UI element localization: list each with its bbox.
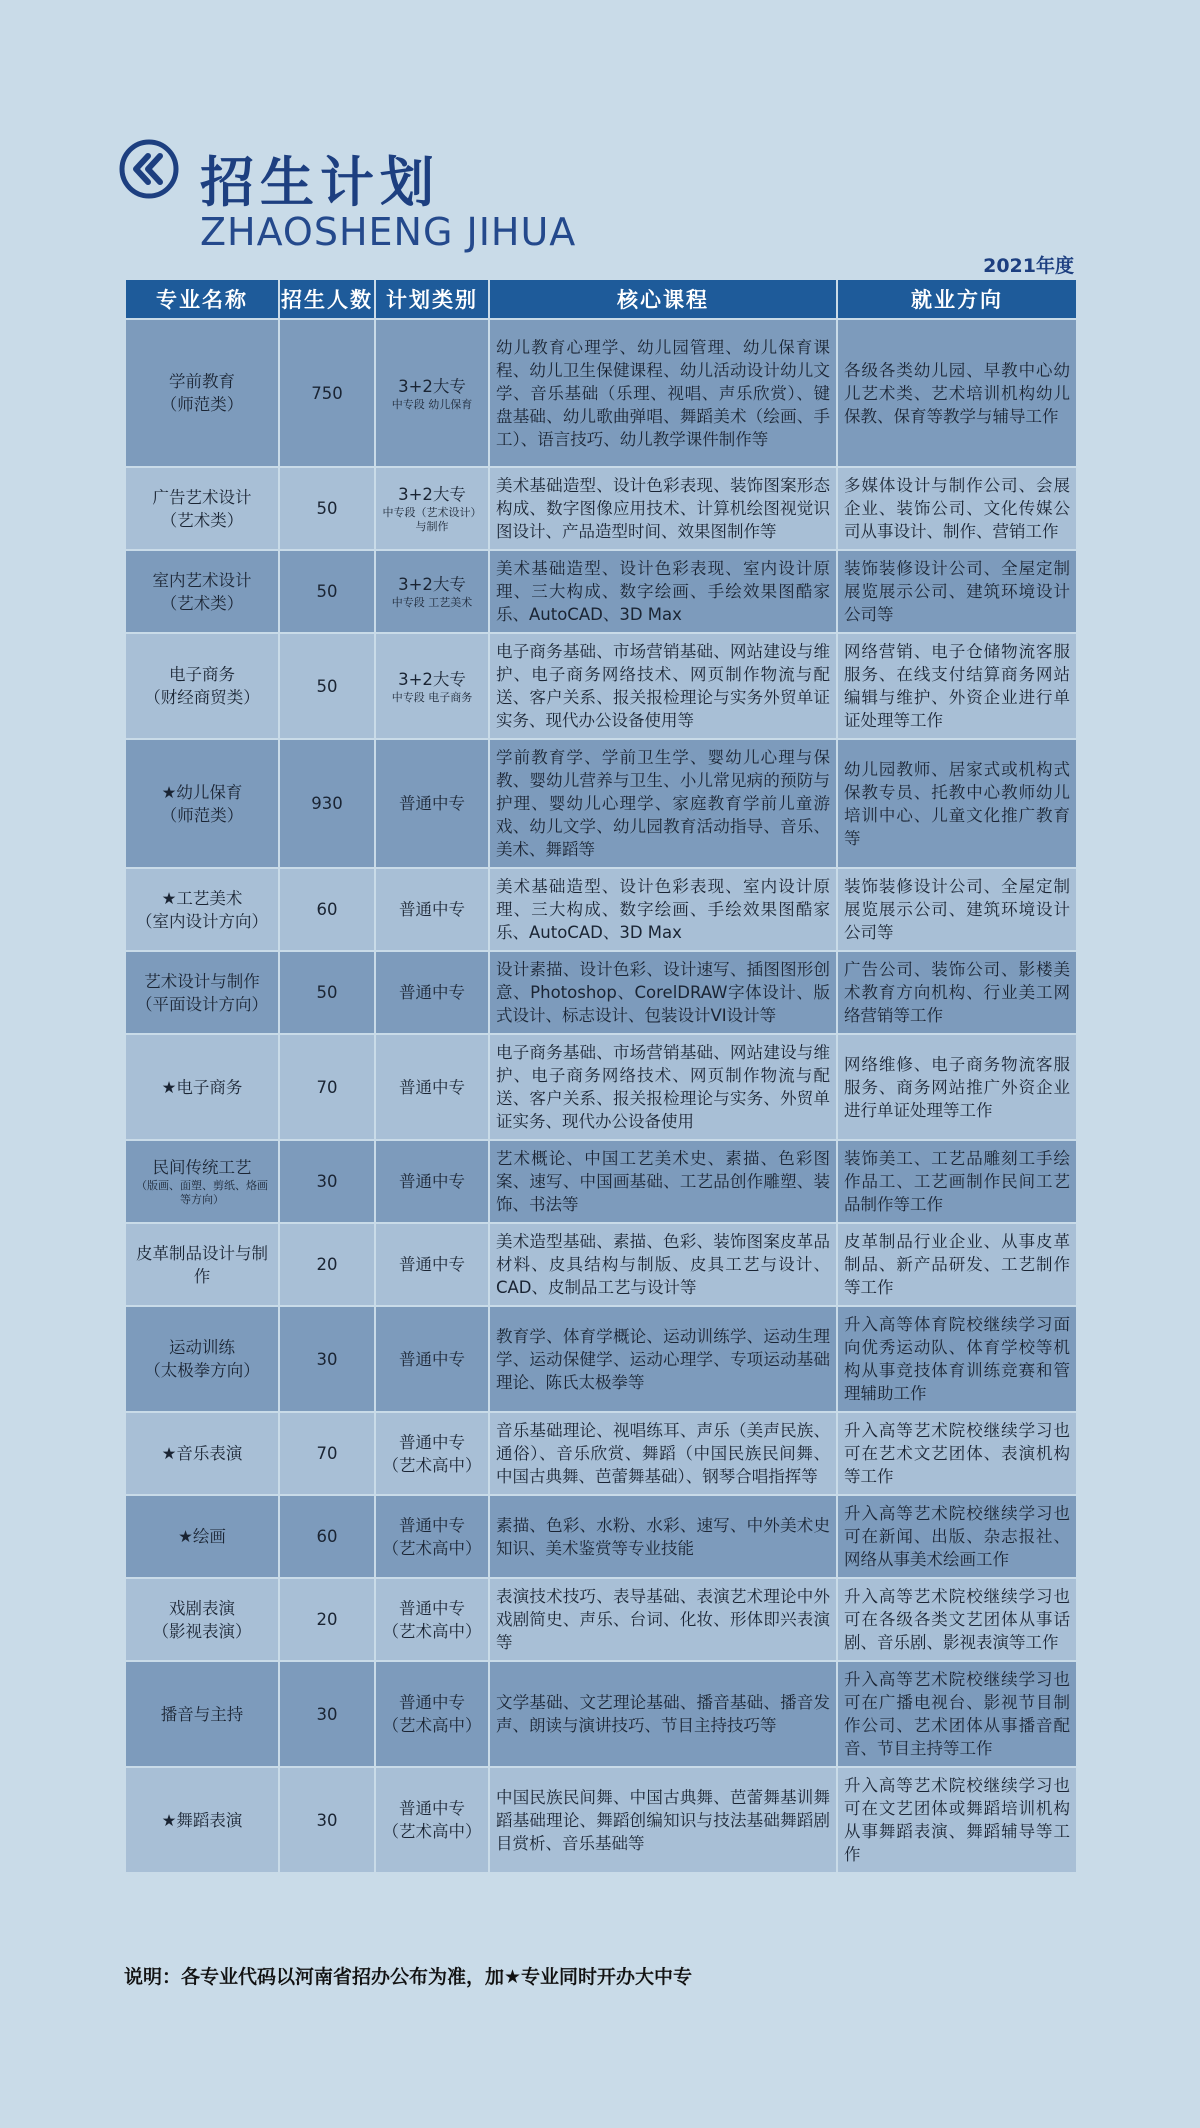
plan-category-cell (375, 1412, 489, 1495)
plan-category-sub: （艺术高中） (382, 1621, 482, 1641)
enrollment-count: 750 (279, 319, 375, 467)
major-name: 电子商务 (169, 665, 235, 684)
plan-category-sub: （艺术高中） (382, 1538, 482, 1558)
major-name: ★绘画 (178, 1527, 226, 1546)
major-cell (125, 633, 279, 739)
plan-category-cell (375, 319, 489, 467)
major-name: 室内艺术设计 (152, 570, 252, 590)
plan-category-cell (375, 467, 489, 550)
plan-category: 普通中专 (399, 1799, 465, 1818)
plan-category-cell (375, 1661, 489, 1767)
core-courses: 美术造型基础、素描、色彩、装饰图案皮革品材料、皮具结构与制版、皮具工艺与设计、CAD、皮制品工艺与设计等 (489, 1223, 837, 1306)
major-note: （版画、面塑、剪纸、烙画等方向） (136, 1179, 268, 1206)
core-courses: 学前教育学、学前卫生学、婴幼儿心理与保教、婴幼儿营养与卫生、小儿常见病的预防与护理、婴幼儿心理学、家庭教育学前儿童游戏、幼儿文学、幼儿园教育活动指导、音乐、美术、舞蹈等 (489, 739, 837, 868)
enrollment-count: 30 (279, 1661, 375, 1767)
enrollment-count: 70 (279, 1034, 375, 1140)
major-cell (125, 1412, 279, 1495)
plan-category-sub: （艺术高中） (382, 1822, 482, 1841)
major-cell (125, 1767, 279, 1873)
plan-category-sub: （艺术高中） (382, 1716, 482, 1735)
major-name: 戏剧表演 (169, 1598, 235, 1618)
plan-category-cell (375, 550, 489, 633)
career-direction: 网络营销、电子仓储物流客服服务、在线支付结算商务网站编辑与维护、外资企业进行单证处理等工作 (837, 633, 1077, 739)
core-courses: 美术基础造型、设计色彩表现、装饰图案形态构成、数字图像应用技术、计算机绘图视觉识图设计、产品造型时间、效果图制作等 (489, 467, 837, 550)
major-name: 艺术设计与制作 (144, 971, 260, 991)
table-row (125, 1223, 1077, 1306)
plan-category: 3+2大专 (398, 669, 466, 689)
major-cell (125, 739, 279, 868)
plan-category-cell (375, 868, 489, 951)
table-row (125, 1034, 1077, 1140)
major-cell (125, 550, 279, 633)
plan-category: 普通中专 (399, 1515, 465, 1535)
major-cell (125, 1495, 279, 1578)
major-cell (125, 1140, 279, 1223)
col-header-courses: 核心课程 (489, 279, 837, 319)
plan-category-sub: （艺术高中） (382, 1455, 482, 1475)
plan-category: 3+2大专 (398, 575, 466, 594)
plan-category: 3+2大专 (398, 485, 466, 504)
enrollment-count: 30 (279, 1306, 375, 1412)
career-direction: 升入高等艺术院校继续学习也可在新闻、出版、杂志报社、网络从事美术绘画工作 (837, 1495, 1077, 1578)
enrollment-count: 930 (279, 739, 375, 868)
career-direction: 升入高等艺术院校继续学习也可在文艺团体或舞蹈培训机构从事舞蹈表演、舞蹈辅导等工作 (837, 1767, 1077, 1873)
plan-category: 普通中专 (399, 1693, 465, 1712)
major-subtitle: （财经商贸类） (144, 688, 260, 707)
table-row (125, 1578, 1077, 1661)
core-courses: 电子商务基础、市场营销基础、网站建设与维护、电子商务网络技术、网页制作物流与配送、客户关系、报关报检理论与实务、外贸单证实务、现代办公设备使用 (489, 1034, 837, 1140)
plan-category-cell (375, 1578, 489, 1661)
core-courses: 电子商务基础、市场营销基础、网站建设与维护、电子商务网络技术、网页制作物流与配送、客户关系、报关报检理论与实务外贸单证实务、现代办公设备使用等 (489, 633, 837, 739)
enrollment-count: 50 (279, 633, 375, 739)
table-row (125, 739, 1077, 868)
career-direction: 升入高等艺术院校继续学习也可在广播电视台、影视节目制作公司、艺术团体从事播音配音、节目主持等工作 (837, 1661, 1077, 1767)
major-cell (125, 951, 279, 1034)
table-row (125, 1495, 1077, 1578)
major-cell (125, 319, 279, 467)
plan-category: 普通中专 (399, 1172, 465, 1191)
core-courses: 音乐基础理论、视唱练耳、声乐（美声民族、通俗）、音乐欣赏、舞蹈（中国民族民间舞、中国古典舞、芭蕾舞基础）、钢琴合唱指挥等 (489, 1412, 837, 1495)
plan-category: 普通中专 (399, 1432, 465, 1452)
major-subtitle: （平面设计方向） (136, 994, 268, 1014)
major-name: ★音乐表演 (161, 1444, 243, 1463)
core-courses: 美术基础造型、设计色彩表现、室内设计原理、三大构成、数字绘画、手绘效果图酷家乐、AutoCAD、3D Max (489, 550, 837, 633)
core-courses: 中国民族民间舞、中国古典舞、芭蕾舞基训舞蹈基础理论、舞蹈创编知识与技法基础舞蹈剧目赏析、音乐基础等 (489, 1767, 837, 1873)
major-cell (125, 868, 279, 951)
major-name: 学前教育 (169, 372, 235, 391)
enrollment-plan-table (124, 278, 1078, 1874)
major-cell (125, 1578, 279, 1661)
page-title: 招生计划 (200, 151, 440, 214)
table-header-row (125, 279, 1077, 319)
plan-category-sub: 中专段 电子商务 (391, 690, 473, 704)
plan-category: 普通中专 (399, 900, 465, 919)
plan-category: 普通中专 (399, 983, 465, 1002)
major-name: ★工艺美术 (161, 888, 243, 908)
major-cell (125, 1034, 279, 1140)
plan-category-cell (375, 1223, 489, 1306)
major-subtitle: （艺术类） (160, 593, 244, 613)
col-header-count: 招生人数 (279, 279, 375, 319)
enrollment-count: 30 (279, 1140, 375, 1223)
core-courses: 表演技术技巧、表导基础、表演艺术理论中外戏剧简史、声乐、台词、化妆、形体即兴表演等 (489, 1578, 837, 1661)
plan-category-sub: 中专段 工艺美术 (391, 596, 473, 609)
enrollment-count: 50 (279, 467, 375, 550)
enrollment-count: 30 (279, 1767, 375, 1873)
career-direction: 各级各类幼儿园、早教中心幼儿艺术类、艺术培训机构幼儿保教、保育等教学与辅导工作 (837, 319, 1077, 467)
major-subtitle: （师范类） (160, 395, 244, 414)
major-name: ★幼儿保育 (161, 782, 243, 802)
enrollment-count: 50 (279, 951, 375, 1034)
major-name: 运动训练 (169, 1338, 235, 1357)
page-title-pinyin: ZHAOSHENG JIHUA (200, 210, 577, 254)
plan-category: 普通中专 (399, 1349, 465, 1369)
plan-category-cell (375, 1495, 489, 1578)
career-direction: 幼儿园教师、居家式或机构式保教专员、托教中心教师幼儿培训中心、儿童文化推广教育等 (837, 739, 1077, 868)
major-cell (125, 467, 279, 550)
year-label: 2021年度 (983, 255, 1074, 277)
enrollment-count: 60 (279, 1495, 375, 1578)
major-name: 播音与主持 (160, 1704, 244, 1724)
table-row (125, 951, 1077, 1034)
major-subtitle: （师范类） (160, 805, 244, 825)
career-direction: 装饰美工、工艺品雕刻工手绘作品工、工艺画制作民间工艺品制作等工作 (837, 1140, 1077, 1223)
major-name: 民间传统工艺 (152, 1158, 252, 1177)
table-row (125, 1306, 1077, 1412)
core-courses: 设计素描、设计色彩、设计速写、插图图形创意、Photoshop、CorelDRAW字体设计、版式设计、标志设计、包装设计VI设计等 (489, 951, 837, 1034)
major-subtitle: （室内设计方向） (136, 911, 268, 931)
enrollment-count: 50 (279, 550, 375, 633)
footnote: 说明：各专业代码以河南省招办公布为准，加★专业同时开办大中专 (124, 1966, 693, 1988)
plan-category-cell (375, 1140, 489, 1223)
plan-category: 普通中专 (399, 1255, 465, 1274)
core-courses: 艺术概论、中国工艺美术史、素描、色彩图案、速写、中国画基础、工艺品创作雕塑、装饰、书法等 (489, 1140, 837, 1223)
plan-category: 普通中专 (399, 794, 465, 813)
career-direction: 皮革制品行业企业、从事皮革制品、新产品研发、工艺制作等工作 (837, 1223, 1077, 1306)
major-name: ★舞蹈表演 (161, 1810, 243, 1830)
career-direction: 升入高等艺术院校继续学习也可在各级各类文艺团体从事话剧、音乐剧、影视表演等工作 (837, 1578, 1077, 1661)
core-courses: 文学基础、文艺理论基础、播音基础、播音发声、朗读与演讲技巧、节目主持技巧等 (489, 1661, 837, 1767)
plan-category-sub: 中专段（艺术设计）与制作 (382, 506, 482, 533)
plan-category-cell (375, 1034, 489, 1140)
table-row (125, 319, 1077, 467)
table-row (125, 1140, 1077, 1223)
col-header-major: 专业名称 (125, 279, 279, 319)
plan-category: 普通中专 (399, 1077, 465, 1097)
table-row (125, 868, 1077, 951)
core-courses: 教育学、体育学概论、运动训练学、运动生理学、运动保健学、运动心理学、专项运动基础理论、陈氏太极拳等 (489, 1306, 837, 1412)
col-header-category: 计划类别 (375, 279, 489, 319)
major-name: 广告艺术设计 (152, 487, 252, 507)
enrollment-count: 70 (279, 1412, 375, 1495)
plan-category: 3+2大专 (398, 376, 466, 396)
career-direction: 装饰装修设计公司、全屋定制展览展示公司、建筑环境设计公司等 (837, 550, 1077, 633)
table-row (125, 1767, 1077, 1873)
plan-category-cell (375, 633, 489, 739)
plan-category-cell (375, 951, 489, 1034)
major-cell (125, 1223, 279, 1306)
table-row (125, 550, 1077, 633)
table-row (125, 633, 1077, 739)
core-courses: 素描、色彩、水粉、水彩、速写、中外美术史知识、美术鉴赏等专业技能 (489, 1495, 837, 1578)
plan-category-cell (375, 1767, 489, 1873)
major-cell (125, 1661, 279, 1767)
plan-category-cell (375, 739, 489, 868)
career-direction: 装饰装修设计公司、全屋定制展览展示公司、建筑环境设计公司等 (837, 868, 1077, 951)
table-row (125, 467, 1077, 550)
enrollment-count: 60 (279, 868, 375, 951)
major-subtitle: （太极拳方向） (144, 1361, 260, 1380)
table-row (125, 1412, 1077, 1495)
plan-category-sub: 中专段 幼儿保育 (391, 397, 473, 411)
major-subtitle: （艺术类） (160, 510, 244, 530)
col-header-jobs: 就业方向 (837, 279, 1077, 319)
table-row (125, 1661, 1077, 1767)
plan-category: 普通中专 (399, 1598, 465, 1618)
core-courses: 幼儿教育心理学、幼儿园管理、幼儿保育课程、幼儿卫生保健课程、幼儿活动设计幼儿文学、音乐基础（乐理、视唱、声乐欣赏）、键盘基础、幼儿歌曲弹唱、舞蹈美术（绘画、手工）、语言技巧、幼儿教学课件制作等 (489, 319, 837, 467)
career-direction: 网络维修、电子商务物流客服服务、商务网站推广外资企业进行单证处理等工作 (837, 1034, 1077, 1140)
major-subtitle: （影视表演） (152, 1621, 252, 1641)
major-name: ★电子商务 (161, 1077, 243, 1097)
double-chevron-left-icon (118, 138, 180, 200)
enrollment-count: 20 (279, 1223, 375, 1306)
career-direction: 广告公司、装饰公司、影楼美术教育方向机构、行业美工网络营销等工作 (837, 951, 1077, 1034)
plan-category-cell (375, 1306, 489, 1412)
major-name: 皮革制品设计与制作 (136, 1243, 268, 1286)
core-courses: 美术基础造型、设计色彩表现、室内设计原理、三大构成、数字绘画、手绘效果图酷家乐、AutoCAD、3D Max (489, 868, 837, 951)
career-direction: 多媒体设计与制作公司、会展企业、装饰公司、文化传媒公司从事设计、制作、营销工作 (837, 467, 1077, 550)
career-direction: 升入高等艺术院校继续学习也可在艺术文艺团体、表演机构等工作 (837, 1412, 1077, 1495)
enrollment-count: 20 (279, 1578, 375, 1661)
major-cell (125, 1306, 279, 1412)
career-direction: 升入高等体育院校继续学习面向优秀运动队、体育学校等机构从事竞技体育训练竞赛和管理辅助工作 (837, 1306, 1077, 1412)
